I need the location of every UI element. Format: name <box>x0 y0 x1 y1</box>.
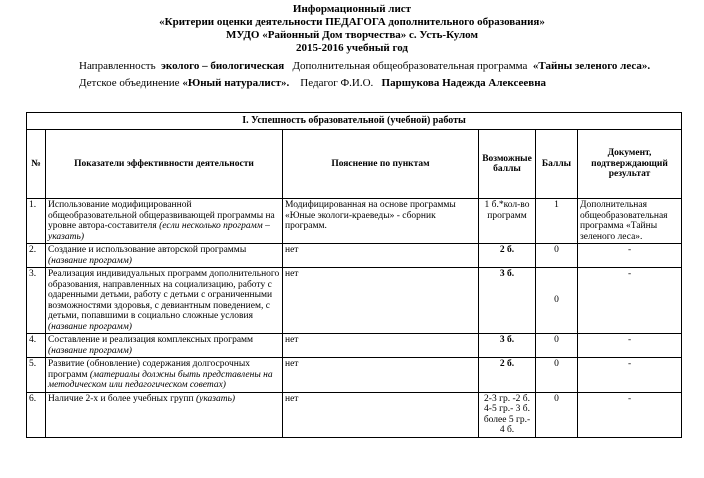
indicator-cell <box>46 199 283 244</box>
indicator-cell <box>46 358 283 393</box>
document-cell: - <box>578 244 682 268</box>
document-cell: - <box>578 358 682 393</box>
indicator-cell <box>46 268 283 334</box>
association-line <box>79 77 546 89</box>
col-header-explanation: Пояснение по пунктам <box>283 130 479 199</box>
indicator-cell <box>46 392 283 437</box>
indicator-text: Наличие 2-х и более учебных групп <box>48 393 194 404</box>
table-row <box>27 244 682 268</box>
points-cell: 1 <box>536 199 578 244</box>
indicator-text: Реализация индивидуальных программ дополнительного образования, направленных на социализацию, работу с одаренными детьми, работу с детьми с ограниченными возможностями здоровья, с девиантным поведением, с детьми, попавшими в социально сложные условия <box>48 269 280 321</box>
direction-label: Направленность <box>79 60 156 72</box>
explanation-cell: нет <box>283 392 479 437</box>
program-value: «Тайны зеленого леса». <box>532 60 651 72</box>
explanation-cell: нет <box>283 244 479 268</box>
row-number: 2. <box>27 244 46 268</box>
indicator-note: (название программ) <box>48 345 132 356</box>
document-cell: - <box>578 334 682 358</box>
table-row <box>27 199 682 244</box>
document-cell: - <box>578 268 682 334</box>
teacher-label: Педагог Ф.И.О. <box>300 77 374 89</box>
row-number: 4. <box>27 334 46 358</box>
points-cell: 0 <box>536 358 578 393</box>
indicator-text: Создание и использование авторской программы <box>48 245 247 255</box>
direction-value: эколого – биологическая <box>161 60 285 72</box>
possible-points-cell: 2-3 гр. -2 б. 4-5 гр.- 3 б. более 5 гр.- 4 б. <box>479 392 536 437</box>
association-label: Детское объединение <box>79 77 180 89</box>
teacher-value: Паршукова Надежда Алексеевна <box>381 77 547 89</box>
col-header-indicator: Показатели эффективности деятельности <box>46 130 283 199</box>
indicator-note: (если несколько программ – указать) <box>48 221 270 242</box>
criteria-table <box>26 112 682 438</box>
col-header-document: Документ, подтверждающий результат <box>578 130 682 199</box>
indicator-note: (материалы должны быть представлены на методическом или педагогическом советах) <box>48 369 273 390</box>
document-cell: Дополнительная общеобразовательная программа «Тайны зеленого леса». <box>578 199 682 244</box>
explanation-cell: нет <box>283 358 479 393</box>
possible-points-cell: 3 б. <box>479 334 536 358</box>
association-value: «Юный натуралист». <box>182 77 290 89</box>
points-cell: 0 <box>536 244 578 268</box>
indicator-note: (название программ) <box>48 255 132 266</box>
table-row <box>27 334 682 358</box>
points-cell: 0 <box>536 268 578 334</box>
doc-subtitle: «Критерии оценки деятельности ПЕДАГОГА дополнительного образования» <box>159 16 545 28</box>
indicator-text: Развитие (обновление) содержания долгосрочных программ <box>48 359 250 380</box>
col-header-num: № <box>27 130 46 199</box>
row-number: 3. <box>27 268 46 334</box>
explanation-cell: Модифицированная на основе программы «Юные экологи-краеведы» - сборник программ. <box>283 199 479 244</box>
row-number: 5. <box>27 358 46 393</box>
explanation-cell: нет <box>283 334 479 358</box>
indicator-note: (указать) <box>195 393 236 404</box>
document-cell: - <box>578 392 682 437</box>
institution-line: МУДО «Районный Дом творчества» с. Усть-Кулом <box>226 29 478 41</box>
direction-line <box>79 60 650 72</box>
points-cell: 0 <box>536 392 578 437</box>
explanation-cell: нет <box>283 268 479 334</box>
indicator-note: (название программ) <box>48 321 132 332</box>
school-year: 2015-2016 учебный год <box>296 42 408 54</box>
points-cell: 0 <box>536 334 578 358</box>
table-row <box>27 268 682 334</box>
indicator-cell <box>46 244 283 268</box>
possible-points-cell: 3 б. <box>479 268 536 334</box>
doc-title: Информационный лист <box>292 3 412 15</box>
indicator-text: Использование модифицированной общеобразовательной общеразвивающей программы на уровне автора-составителя <box>48 200 275 231</box>
possible-points-cell: 2 б. <box>479 244 536 268</box>
indicator-cell <box>46 334 283 358</box>
row-number: 6. <box>27 392 46 437</box>
possible-points-cell: 1 б.*кол-во программ <box>479 199 536 244</box>
possible-points-cell: 2 б. <box>479 358 536 393</box>
indicator-text: Составление и реализация комплексных программ <box>48 335 254 345</box>
table-row <box>27 358 682 393</box>
program-label: Дополнительная общеобразовательная программа <box>292 60 528 72</box>
col-header-possible-points: Возможные баллы <box>479 130 536 199</box>
table-row <box>27 392 682 437</box>
row-number: 1. <box>27 199 46 244</box>
col-header-points: Баллы <box>536 130 578 199</box>
section-title: I. Успешность образовательной (учебной) работы <box>27 113 682 130</box>
